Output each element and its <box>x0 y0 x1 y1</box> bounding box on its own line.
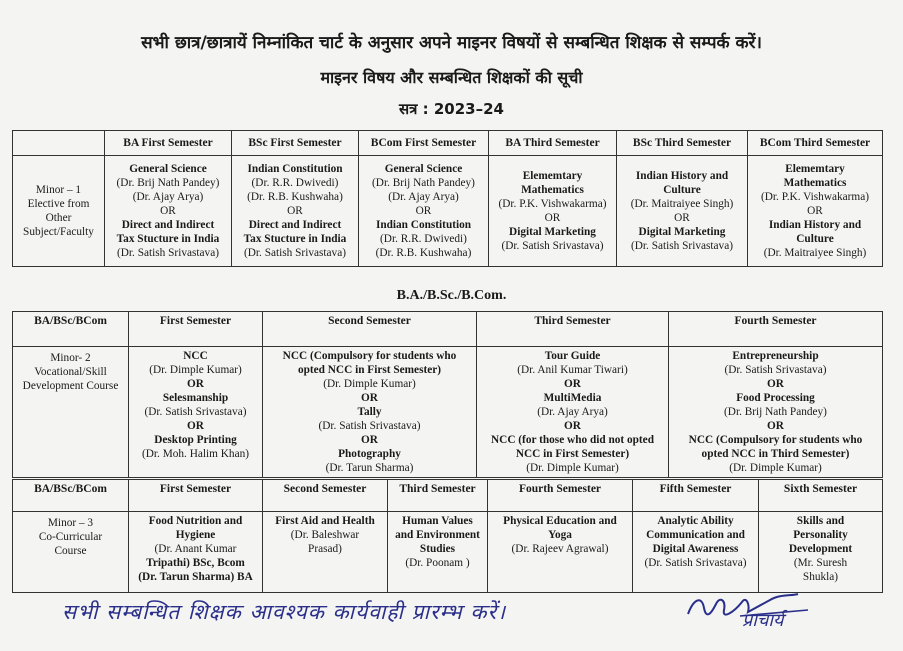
cell-line: (Dr. Dimple Kumar) <box>526 462 619 474</box>
cell-line: Tour Guide <box>544 350 601 362</box>
cell-line: NCC <box>183 350 208 362</box>
header-cell <box>13 131 105 156</box>
cell-line: (Dr. Ajay Arya) <box>388 191 459 203</box>
cell-line: Photography <box>338 448 401 460</box>
cell-line: (Dr. Satish Srivastava) <box>724 364 827 376</box>
row-label-line: Minor – 3 <box>47 517 94 529</box>
row-label-line: Vocational/Skill <box>34 366 107 378</box>
session-heading: सत्र : 2023–24 <box>399 100 504 118</box>
subject-cell <box>232 156 359 267</box>
instruction-heading: सभी छात्र/छात्रायें निम्नांकित चार्ट के अनुसार अपने माइनर विषयों से सम्बन्धित शिक्षक से सम्पर्क करें। <box>141 33 762 53</box>
cell-line: General Science <box>384 163 463 175</box>
cell-line: Culture <box>663 184 701 196</box>
cell-line: (Dr. Satish Srivastava) <box>501 240 604 252</box>
cell-line: (Dr. Poonam ) <box>405 557 470 569</box>
cell-line: Tax Stucture in India <box>116 233 220 245</box>
row-label-line: Subject/Faculty <box>23 226 94 238</box>
header-cell: First Semester <box>129 312 263 347</box>
cell-line: Mathematics <box>783 177 847 189</box>
cell-line: (Dr. Satish Srivastava) <box>631 240 733 252</box>
header-cell: First Semester <box>129 480 263 512</box>
cell-line: Elememtary <box>522 170 583 182</box>
cell-line: Direct and Indirect <box>248 219 342 231</box>
cell-line: Direct and Indirect <box>121 219 215 231</box>
signature-caption: प्राचार्य <box>742 610 784 631</box>
subject-cell <box>748 156 883 267</box>
or-separator: OR <box>544 212 561 224</box>
row-label-line: Course <box>54 545 87 557</box>
minor3-header-row <box>13 480 883 512</box>
cell-line: (Dr. Tarun Sharma) <box>325 462 414 474</box>
cell-line: Tally <box>357 406 382 418</box>
cell-line: Human Values <box>402 515 473 527</box>
cell-line: (Dr. Moh. Halim Khan) <box>142 448 249 460</box>
subject-cell <box>669 347 883 478</box>
cell-line: (Dr. R.B. Kushwaha) <box>375 247 472 259</box>
cell-line: Personality <box>793 529 848 541</box>
cell-line: Digital Awareness <box>652 543 739 555</box>
row-label-line: Co-Curricular <box>38 531 103 543</box>
subject-cell <box>263 347 477 478</box>
cell-line: (Dr. Anil Kumar Tiwari) <box>517 364 628 376</box>
header-cell: Third Semester <box>388 480 488 512</box>
subject-cell <box>759 512 883 593</box>
cell-line: Indian History and <box>635 170 729 182</box>
cell-line: Food Nutrition and <box>148 515 243 527</box>
cell-line: Skills and <box>796 515 845 527</box>
header-cell: BA First Semester <box>105 131 232 156</box>
cell-line: General Science <box>129 163 207 175</box>
section-title: B.A./B.Sc./B.Com. <box>396 288 507 303</box>
row-label <box>13 156 105 267</box>
subject-cell <box>129 347 263 478</box>
cell-line: Shukla) <box>802 571 839 583</box>
subject-cell <box>633 512 759 593</box>
cell-line: (Dr. R.R. Dwivedi) <box>380 233 467 245</box>
or-separator: OR <box>415 205 432 217</box>
cell-line: opted NCC in Third Semester) <box>701 448 850 460</box>
cell-line: Yoga <box>548 529 572 541</box>
subject-cell <box>617 156 748 267</box>
minor2-table <box>12 311 883 478</box>
cell-line: NCC in First Semester) <box>515 448 630 460</box>
cell-line: and Environment <box>395 529 480 541</box>
row-label <box>13 512 129 593</box>
cell-line: First Aid and Health <box>275 515 375 527</box>
cell-line: Tripathi) BSc, Bcom <box>146 557 245 569</box>
cell-line: (Dr. Satish Srivastava) <box>144 406 247 418</box>
or-separator: OR <box>160 205 176 217</box>
cell-line: Food Processing <box>736 392 815 404</box>
cell-line: (Dr. Satish Srivastava) <box>644 557 747 569</box>
cell-line: Tax Stucture in India <box>243 233 347 245</box>
subject-cell <box>488 512 633 593</box>
cell-line: Entrepreneurship <box>732 350 819 362</box>
cell-line: (Dr. Rajeev Agrawal) <box>511 543 609 555</box>
minor3-row <box>13 512 883 593</box>
cell-line: (Dr. Brij Nath Pandey) <box>724 406 827 418</box>
cell-line: Prasad) <box>308 543 342 555</box>
cell-line: Elememtary <box>785 163 845 175</box>
header-cell: Sixth Semester <box>759 480 883 512</box>
cell-line: (Dr. Dimple Kumar) <box>323 378 416 390</box>
cell-line: (Dr. Anant Kumar <box>154 543 237 555</box>
cell-line: (Dr. Baleshwar <box>290 529 360 541</box>
cell-line: Communication and <box>646 529 745 541</box>
cell-line: NCC (for those who did not opted <box>491 434 654 446</box>
cell-line: opted NCC in First Semester) <box>297 364 442 376</box>
header-cell: BA/BSc/BCom <box>13 480 129 512</box>
cell-line: Physical Education and <box>503 515 617 527</box>
row-label <box>13 347 129 478</box>
cell-line: Selesmanship <box>162 392 229 404</box>
or-separator: OR <box>564 420 581 432</box>
minor2-row <box>13 347 883 478</box>
cell-line: Indian Constitution <box>375 219 472 231</box>
subject-cell <box>359 156 489 267</box>
or-separator: OR <box>287 205 303 217</box>
or-separator: OR <box>807 205 823 217</box>
cell-line: (Dr. P.K. Vishwakarma) <box>761 191 869 203</box>
or-separator: OR <box>187 420 204 432</box>
or-separator: OR <box>187 378 204 390</box>
or-separator: OR <box>564 378 581 390</box>
row-label-line: Minor- 2 <box>50 352 91 364</box>
cell-line: (Dr. Dimple Kumar) <box>729 462 822 474</box>
subject-cell <box>105 156 232 267</box>
cell-line: (Dr. R.R. Dwivedi) <box>251 177 339 189</box>
cell-line: Indian Constitution <box>247 163 343 175</box>
row-label-line: Elective from <box>27 198 90 210</box>
cell-line: Mathematics <box>521 184 584 196</box>
or-separator: OR <box>767 378 784 390</box>
cell-line: (Dr. Ajay Arya) <box>537 406 608 418</box>
cell-line: Indian History and <box>768 219 862 231</box>
subject-cell <box>263 512 388 593</box>
or-separator: OR <box>361 434 378 446</box>
cell-line: Analytic Ability <box>657 515 734 527</box>
header-cell: Second Semester <box>263 312 477 347</box>
minor1-row <box>13 156 883 267</box>
subject-cell <box>489 156 617 267</box>
header-cell: BSc Third Semester <box>617 131 748 156</box>
cell-line: (Dr. Tarun Sharma) BA <box>138 571 253 583</box>
cell-line: (Dr. Ajay Arya) <box>132 191 204 203</box>
cell-line: Culture <box>796 233 834 245</box>
cell-line: Digital Marketing <box>509 226 596 238</box>
header-cell: BCom First Semester <box>359 131 489 156</box>
cell-line: (Dr. Satish Srivastava) <box>318 420 421 432</box>
cell-line: (Dr. Maitraiyee Singh) <box>763 247 867 259</box>
minor1-table <box>12 130 883 267</box>
handwritten-note: सभी सम्बन्धित शिक्षक आवश्यक कार्यवाही प्रारम्भ करें। <box>62 600 507 624</box>
cell-line: (Dr. Brij Nath Pandey) <box>372 177 475 189</box>
cell-line: Studies <box>419 543 456 555</box>
cell-line: Hygiene <box>175 529 216 541</box>
header-cell: Fifth Semester <box>633 480 759 512</box>
cell-line: Digital Marketing <box>638 226 726 238</box>
row-label-line: Development Course <box>22 380 119 392</box>
list-heading: माइनर विषय और सम्बन्धित शिक्षकों की सूची <box>320 68 583 87</box>
cell-line: (Dr. Maitraiyee Singh) <box>630 198 734 210</box>
cell-line: NCC (Compulsory for students who <box>282 350 457 362</box>
header-cell: Fourth Semester <box>669 312 883 347</box>
cell-line: (Dr. R.B. Kushwaha) <box>247 191 343 203</box>
subject-cell <box>477 347 669 478</box>
subject-cell <box>129 512 263 593</box>
minor2-header-row <box>13 312 883 347</box>
header-cell: BSc First Semester <box>232 131 359 156</box>
header-cell: BA/BSc/BCom <box>13 312 129 347</box>
cell-line: MultiMedia <box>543 392 602 404</box>
header-cell: Fourth Semester <box>488 480 633 512</box>
minor1-header-row <box>13 131 883 156</box>
subject-cell <box>388 512 488 593</box>
or-separator: OR <box>361 392 378 404</box>
or-separator: OR <box>767 420 784 432</box>
header-cell: BCom Third Semester <box>748 131 883 156</box>
cell-line: (Dr. P.K. Vishwakarma) <box>498 198 607 210</box>
header-cell: BA Third Semester <box>489 131 617 156</box>
or-separator: OR <box>674 212 690 224</box>
header-cell: Third Semester <box>477 312 669 347</box>
row-label-line: Minor – 1 <box>35 184 82 196</box>
cell-line: Development <box>788 543 853 555</box>
cell-line: (Mr. Suresh <box>793 557 848 569</box>
row-label-line: Other <box>45 212 72 224</box>
cell-line: NCC (Compulsory for students who <box>688 434 863 446</box>
cell-line: (Dr. Brij Nath Pandey) <box>116 177 220 189</box>
cell-line: Desktop Printing <box>154 434 237 446</box>
minor3-table <box>12 479 883 593</box>
cell-line: (Dr. Dimple Kumar) <box>149 364 242 376</box>
cell-line: (Dr. Satish Srivastava) <box>244 247 346 259</box>
header-cell: Second Semester <box>263 480 388 512</box>
cell-line: (Dr. Satish Srivastava) <box>117 247 219 259</box>
